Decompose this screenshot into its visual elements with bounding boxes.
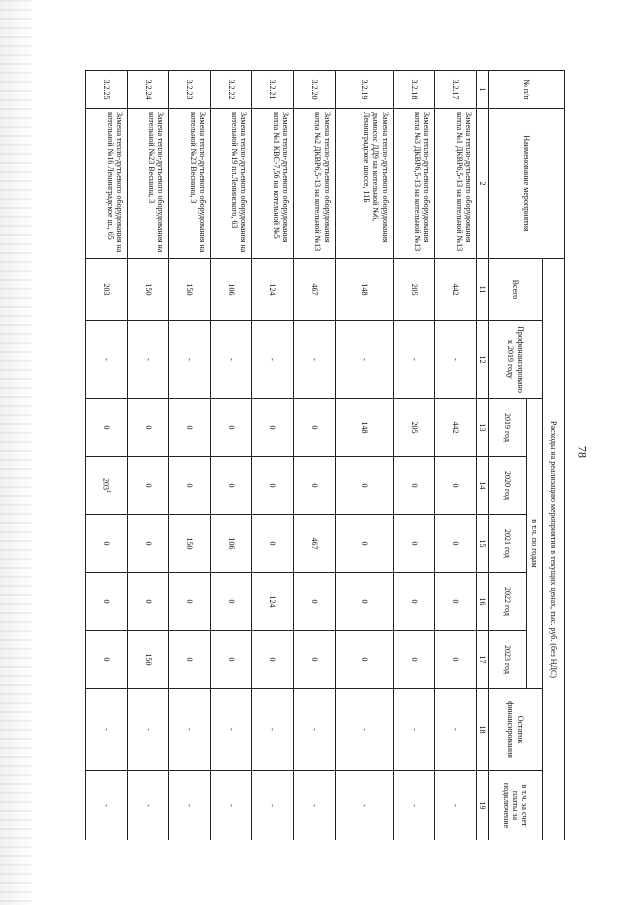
- year-2019-cell-value: 442: [451, 421, 461, 434]
- year-2023-cell-value: 0: [409, 657, 419, 662]
- year-2021-cell-value: 0: [101, 541, 111, 546]
- header-financed-before: Профинансировано к 2019 году: [489, 321, 543, 399]
- total-cell-value: 467: [309, 283, 319, 296]
- year-2022-cell-value: 0: [143, 599, 153, 604]
- footnote-marker: 1: [105, 490, 112, 493]
- row-number-cell: [294, 71, 336, 109]
- year-2023-cell-value: 0: [309, 657, 319, 662]
- table-row: [86, 71, 128, 841]
- measure-name-cell: [127, 109, 169, 259]
- total-cell: [252, 259, 294, 321]
- total-cell-value: 150: [143, 283, 153, 296]
- year-2023-cell: [335, 631, 393, 689]
- financed-before-cell-value: -: [185, 358, 195, 361]
- total-cell-value: 124: [268, 283, 278, 296]
- year-2020-cell-value: 0: [451, 483, 461, 488]
- year-2020-cell: [169, 457, 211, 515]
- row-number-cell-value: 3.2.17: [451, 79, 461, 100]
- row-number-cell: [335, 71, 393, 109]
- year-2021-cell-value: 0: [409, 541, 419, 546]
- year-2022-cell: [252, 573, 294, 631]
- year-2023-cell: [294, 631, 336, 689]
- row-number-cell: [393, 71, 435, 109]
- year-2023-cell: [86, 631, 128, 689]
- column-number: 11: [476, 259, 488, 321]
- year-2021-cell-value: 106: [226, 537, 236, 550]
- remaining-cell: [169, 689, 211, 771]
- column-number: 14: [476, 457, 488, 515]
- header-2022: 2022 год: [489, 573, 527, 631]
- header-2023: 2023 год: [489, 631, 527, 689]
- connection-fees-cell-value: -: [226, 804, 236, 807]
- year-2022-cell-value: 0: [185, 599, 195, 604]
- year-2019-cell: [435, 399, 477, 457]
- year-2021-cell: [210, 515, 252, 573]
- row-number-cell-value: 3.2.25: [101, 79, 111, 100]
- page-number: 78: [575, 446, 590, 458]
- table-row: [335, 71, 393, 841]
- year-2020-cell: [252, 457, 294, 515]
- year-2022-cell: [294, 573, 336, 631]
- table-row: [252, 71, 294, 841]
- column-number: 2: [476, 109, 488, 259]
- year-2023-cell: [252, 631, 294, 689]
- year-2020-cell-value: 0: [268, 483, 278, 488]
- connection-fees-cell-value: -: [409, 804, 419, 807]
- financed-before-cell: [169, 321, 211, 399]
- measure-name-cell: [393, 109, 435, 259]
- total-cell: [335, 259, 393, 321]
- year-2022-cell: [435, 573, 477, 631]
- row-number-cell-value: 3.2.21: [268, 79, 278, 100]
- measure-name-cell: [86, 109, 128, 259]
- financed-before-cell-value: -: [268, 358, 278, 361]
- measure-name-cell-value: Замена тепло-дутьевого оборудования котла №3 ДКВР6,5-13 на котельной №13: [413, 112, 432, 252]
- financed-before-cell: [294, 321, 336, 399]
- year-2021-cell: [294, 515, 336, 573]
- measure-name-cell-value: Замена тепло-дутьевого оборудования дымосос ДД9 на котельной №6, Ленинградское шоссе, 11Б: [362, 112, 390, 243]
- remaining-cell-value: -: [143, 728, 153, 731]
- connection-fees-cell: [435, 771, 477, 841]
- connection-fees-cell-value: -: [309, 804, 319, 807]
- year-2020-cell: [86, 457, 128, 515]
- table-row: [210, 71, 252, 841]
- connection-fees-cell: [335, 771, 393, 841]
- remaining-cell: [127, 689, 169, 771]
- measure-name-cell-value: Замена тепло-дутьевого оборудования котла №2 ДКВР6,5-13 на котельной №13: [313, 112, 332, 252]
- remaining-cell: [86, 689, 128, 771]
- connection-fees-cell: [86, 771, 128, 841]
- year-2021-cell-value: 0: [143, 541, 153, 546]
- document-sheet: [85, 70, 565, 840]
- row-number-cell-value: 3.2.20: [309, 79, 319, 100]
- connection-fees-cell-value: -: [101, 804, 111, 807]
- year-2022-cell-value: 0: [451, 599, 461, 604]
- year-2023-cell-value: 0: [268, 657, 278, 662]
- year-2019-cell: [127, 399, 169, 457]
- row-number-cell-value: 3.2.23: [185, 79, 195, 100]
- year-2023-cell: [127, 631, 169, 689]
- year-2022-cell: [393, 573, 435, 631]
- header-remaining: Остаток финансирования: [489, 689, 543, 771]
- total-cell: [435, 259, 477, 321]
- row-number-cell: [210, 71, 252, 109]
- year-2021-cell: [252, 515, 294, 573]
- year-2022-cell-value: 124: [268, 595, 278, 608]
- year-2022-cell-value: 0: [309, 599, 319, 604]
- financed-before-cell: [435, 321, 477, 399]
- remaining-cell-value: -: [101, 728, 111, 731]
- year-2021-cell: [393, 515, 435, 573]
- measure-name-cell-value: Замена тепло-дутьевого оборудования на котельной №23 Веснина, 3: [147, 112, 166, 253]
- year-2022-cell-value: 0: [101, 599, 111, 604]
- column-number: 13: [476, 399, 488, 457]
- year-2019-cell: [169, 399, 211, 457]
- year-2019-cell-value: 0: [268, 425, 278, 430]
- column-number-row: [476, 71, 488, 841]
- column-number: 17: [476, 631, 488, 689]
- header-col-name: Наименование мероприятия: [489, 109, 565, 259]
- total-cell: [294, 259, 336, 321]
- connection-fees-cell-value: -: [185, 804, 195, 807]
- year-2021-cell-value: 0: [451, 541, 461, 546]
- year-2020-cell: [393, 457, 435, 515]
- year-2021-cell: [435, 515, 477, 573]
- year-2022-cell-value: 0: [359, 599, 369, 604]
- year-2022-cell: [127, 573, 169, 631]
- financed-before-cell: [86, 321, 128, 399]
- total-cell-value: 150: [185, 283, 195, 296]
- year-2019-cell-value: 0: [143, 425, 153, 430]
- year-2019-cell-value: 0: [185, 425, 195, 430]
- expenses-table: [85, 70, 565, 840]
- measure-name-cell: [335, 109, 393, 259]
- header-expenses-group: Расходы на реализацию мероприятия в текущих ценах, тыс. руб. (без НДС): [543, 259, 565, 841]
- remaining-cell-value: -: [309, 728, 319, 731]
- financed-before-cell-value: -: [359, 358, 369, 361]
- financed-before-cell: [127, 321, 169, 399]
- row-number-cell-value: 3.2.19: [359, 79, 369, 100]
- year-2023-cell: [210, 631, 252, 689]
- measure-name-cell: [252, 109, 294, 259]
- remaining-cell-value: -: [359, 728, 369, 731]
- year-2020-cell: [335, 457, 393, 515]
- year-2019-cell: [294, 399, 336, 457]
- column-number: 15: [476, 515, 488, 573]
- remaining-cell: [335, 689, 393, 771]
- measure-name-cell-value: Замена тепло-дутьевого оборудования котла №1 ДКВР6,5-13 на котельной №13: [454, 112, 473, 252]
- connection-fees-cell-value: -: [268, 804, 278, 807]
- remaining-cell-value: -: [185, 728, 195, 731]
- year-2023-cell-value: 0: [451, 657, 461, 662]
- remaining-cell: [435, 689, 477, 771]
- year-2020-cell-value: 203: [101, 478, 111, 490]
- measure-name-cell: [294, 109, 336, 259]
- table-row: [169, 71, 211, 841]
- measure-name-cell-value: Замена тепло-дутьевого оборудования на котельной №19 пл.Ленинского, 63: [230, 112, 249, 253]
- measure-name-cell-value: Замена тепло-дутьевого оборудования на котельной №23 Веснина, 3: [188, 112, 207, 253]
- year-2022-cell-value: 0: [409, 599, 419, 604]
- row-number-cell-value: 3.2.22: [226, 79, 236, 100]
- connection-fees-cell: [210, 771, 252, 841]
- table-row: [435, 71, 477, 841]
- header-incl-fees: в т.ч. за счет платы за подключение: [489, 771, 543, 841]
- year-2021-cell: [86, 515, 128, 573]
- year-2019-cell: [252, 399, 294, 457]
- year-2020-cell: [210, 457, 252, 515]
- year-2023-cell-value: 0: [185, 657, 195, 662]
- financed-before-cell-value: -: [143, 358, 153, 361]
- year-2023-cell-value: 0: [359, 657, 369, 662]
- column-number: 16: [476, 573, 488, 631]
- year-2019-cell-value: 148: [359, 421, 369, 434]
- remaining-cell: [393, 689, 435, 771]
- connection-fees-cell: [127, 771, 169, 841]
- row-number-cell: [86, 71, 128, 109]
- year-2023-cell: [435, 631, 477, 689]
- year-2019-cell: [393, 399, 435, 457]
- measure-name-cell: [169, 109, 211, 259]
- total-cell: [127, 259, 169, 321]
- column-number: 18: [476, 689, 488, 771]
- year-2020-cell-value: 0: [309, 483, 319, 488]
- year-2022-cell: [210, 573, 252, 631]
- year-2019-cell-value: 0: [226, 425, 236, 430]
- year-2020-cell-value: 0: [359, 483, 369, 488]
- row-number-cell-value: 3.2.18: [409, 79, 419, 100]
- year-2021-cell: [127, 515, 169, 573]
- financed-before-cell-value: -: [451, 358, 461, 361]
- measure-name-cell: [210, 109, 252, 259]
- measure-name-cell-value: Замена тепло-дутьевого оборудования на котельной №16 Ленинградское ш., 65: [105, 112, 124, 253]
- header-col-num: № п/п: [489, 71, 565, 109]
- remaining-cell-value: -: [226, 728, 236, 731]
- remaining-cell: [252, 689, 294, 771]
- year-2022-cell-value: 0: [226, 599, 236, 604]
- total-cell-value: 442: [451, 283, 461, 296]
- header-total: Всего: [489, 259, 543, 321]
- connection-fees-cell-value: -: [359, 804, 369, 807]
- year-2020-cell-value: 0: [143, 483, 153, 488]
- year-2019-cell-value: 0: [309, 425, 319, 430]
- financed-before-cell: [393, 321, 435, 399]
- column-number: 1: [476, 71, 488, 109]
- remaining-cell-value: -: [268, 728, 278, 731]
- remaining-cell: [294, 689, 336, 771]
- year-2019-cell-value: 0: [101, 425, 111, 430]
- year-2023-cell-value: 0: [101, 657, 111, 662]
- financed-before-cell-value: -: [226, 358, 236, 361]
- total-cell-value: 205: [409, 283, 419, 296]
- remaining-cell-value: -: [451, 728, 461, 731]
- financed-before-cell: [335, 321, 393, 399]
- column-number: 12: [476, 321, 488, 399]
- year-2021-cell-value: 467: [309, 537, 319, 550]
- year-2019-cell-value: 205: [409, 421, 419, 434]
- total-cell-value: 148: [359, 283, 369, 296]
- header-2020: 2020 год: [489, 457, 527, 515]
- connection-fees-cell: [252, 771, 294, 841]
- year-2020-cell-value: 0: [409, 483, 419, 488]
- column-number: 19: [476, 771, 488, 841]
- year-2022-cell: [335, 573, 393, 631]
- remaining-cell: [210, 689, 252, 771]
- row-number-cell: [127, 71, 169, 109]
- total-cell-value: 106: [226, 283, 236, 296]
- total-cell: [393, 259, 435, 321]
- year-2019-cell: [86, 399, 128, 457]
- total-cell: [169, 259, 211, 321]
- row-number-cell: [252, 71, 294, 109]
- year-2021-cell-value: 0: [268, 541, 278, 546]
- connection-fees-cell-value: -: [143, 804, 153, 807]
- year-2023-cell-value: 0: [226, 657, 236, 662]
- financed-before-cell-value: -: [101, 358, 111, 361]
- measure-name-cell-value: Замена тепло-дутьевого оборудования котла №1 КВС-7,56 на котельной №5: [271, 112, 291, 243]
- header-by-years: в т.ч. по годам: [527, 399, 543, 689]
- connection-fees-cell-value: -: [451, 804, 461, 807]
- year-2023-cell: [169, 631, 211, 689]
- year-2022-cell: [169, 573, 211, 631]
- total-cell: [210, 259, 252, 321]
- financed-before-cell: [210, 321, 252, 399]
- connection-fees-cell: [294, 771, 336, 841]
- year-2020-cell-value: 0: [185, 483, 195, 488]
- row-number-cell: [435, 71, 477, 109]
- financed-before-cell-value: -: [309, 358, 319, 361]
- remaining-cell-value: -: [409, 728, 419, 731]
- year-2022-cell: [86, 573, 128, 631]
- table-row: [294, 71, 336, 841]
- year-2023-cell: [393, 631, 435, 689]
- financed-before-cell: [252, 321, 294, 399]
- row-number-cell-value: 3.2.24: [143, 79, 153, 100]
- connection-fees-cell: [169, 771, 211, 841]
- connection-fees-cell: [393, 771, 435, 841]
- year-2021-cell-value: 0: [359, 541, 369, 546]
- total-cell: [86, 259, 128, 321]
- total-cell-value: 203: [101, 283, 111, 296]
- year-2020-cell-value: 0: [226, 483, 236, 488]
- year-2019-cell: [335, 399, 393, 457]
- year-2020-cell: [127, 457, 169, 515]
- year-2020-cell: [435, 457, 477, 515]
- measure-name-cell: [435, 109, 477, 259]
- row-number-cell: [169, 71, 211, 109]
- header-2019: 2019 год: [489, 399, 527, 457]
- year-2021-cell: [335, 515, 393, 573]
- year-2020-cell: [294, 457, 336, 515]
- table-body: [86, 71, 477, 841]
- scan-edge: [0, 0, 32, 905]
- rotated-table-wrapper: [85, 70, 565, 840]
- year-2019-cell: [210, 399, 252, 457]
- year-2021-cell-value: 150: [185, 537, 195, 550]
- table-row: [127, 71, 169, 841]
- year-2023-cell-value: 150: [143, 653, 153, 666]
- financed-before-cell-value: -: [409, 358, 419, 361]
- header-2021: 2021 год: [489, 515, 527, 573]
- table-row: [393, 71, 435, 841]
- year-2021-cell: [169, 515, 211, 573]
